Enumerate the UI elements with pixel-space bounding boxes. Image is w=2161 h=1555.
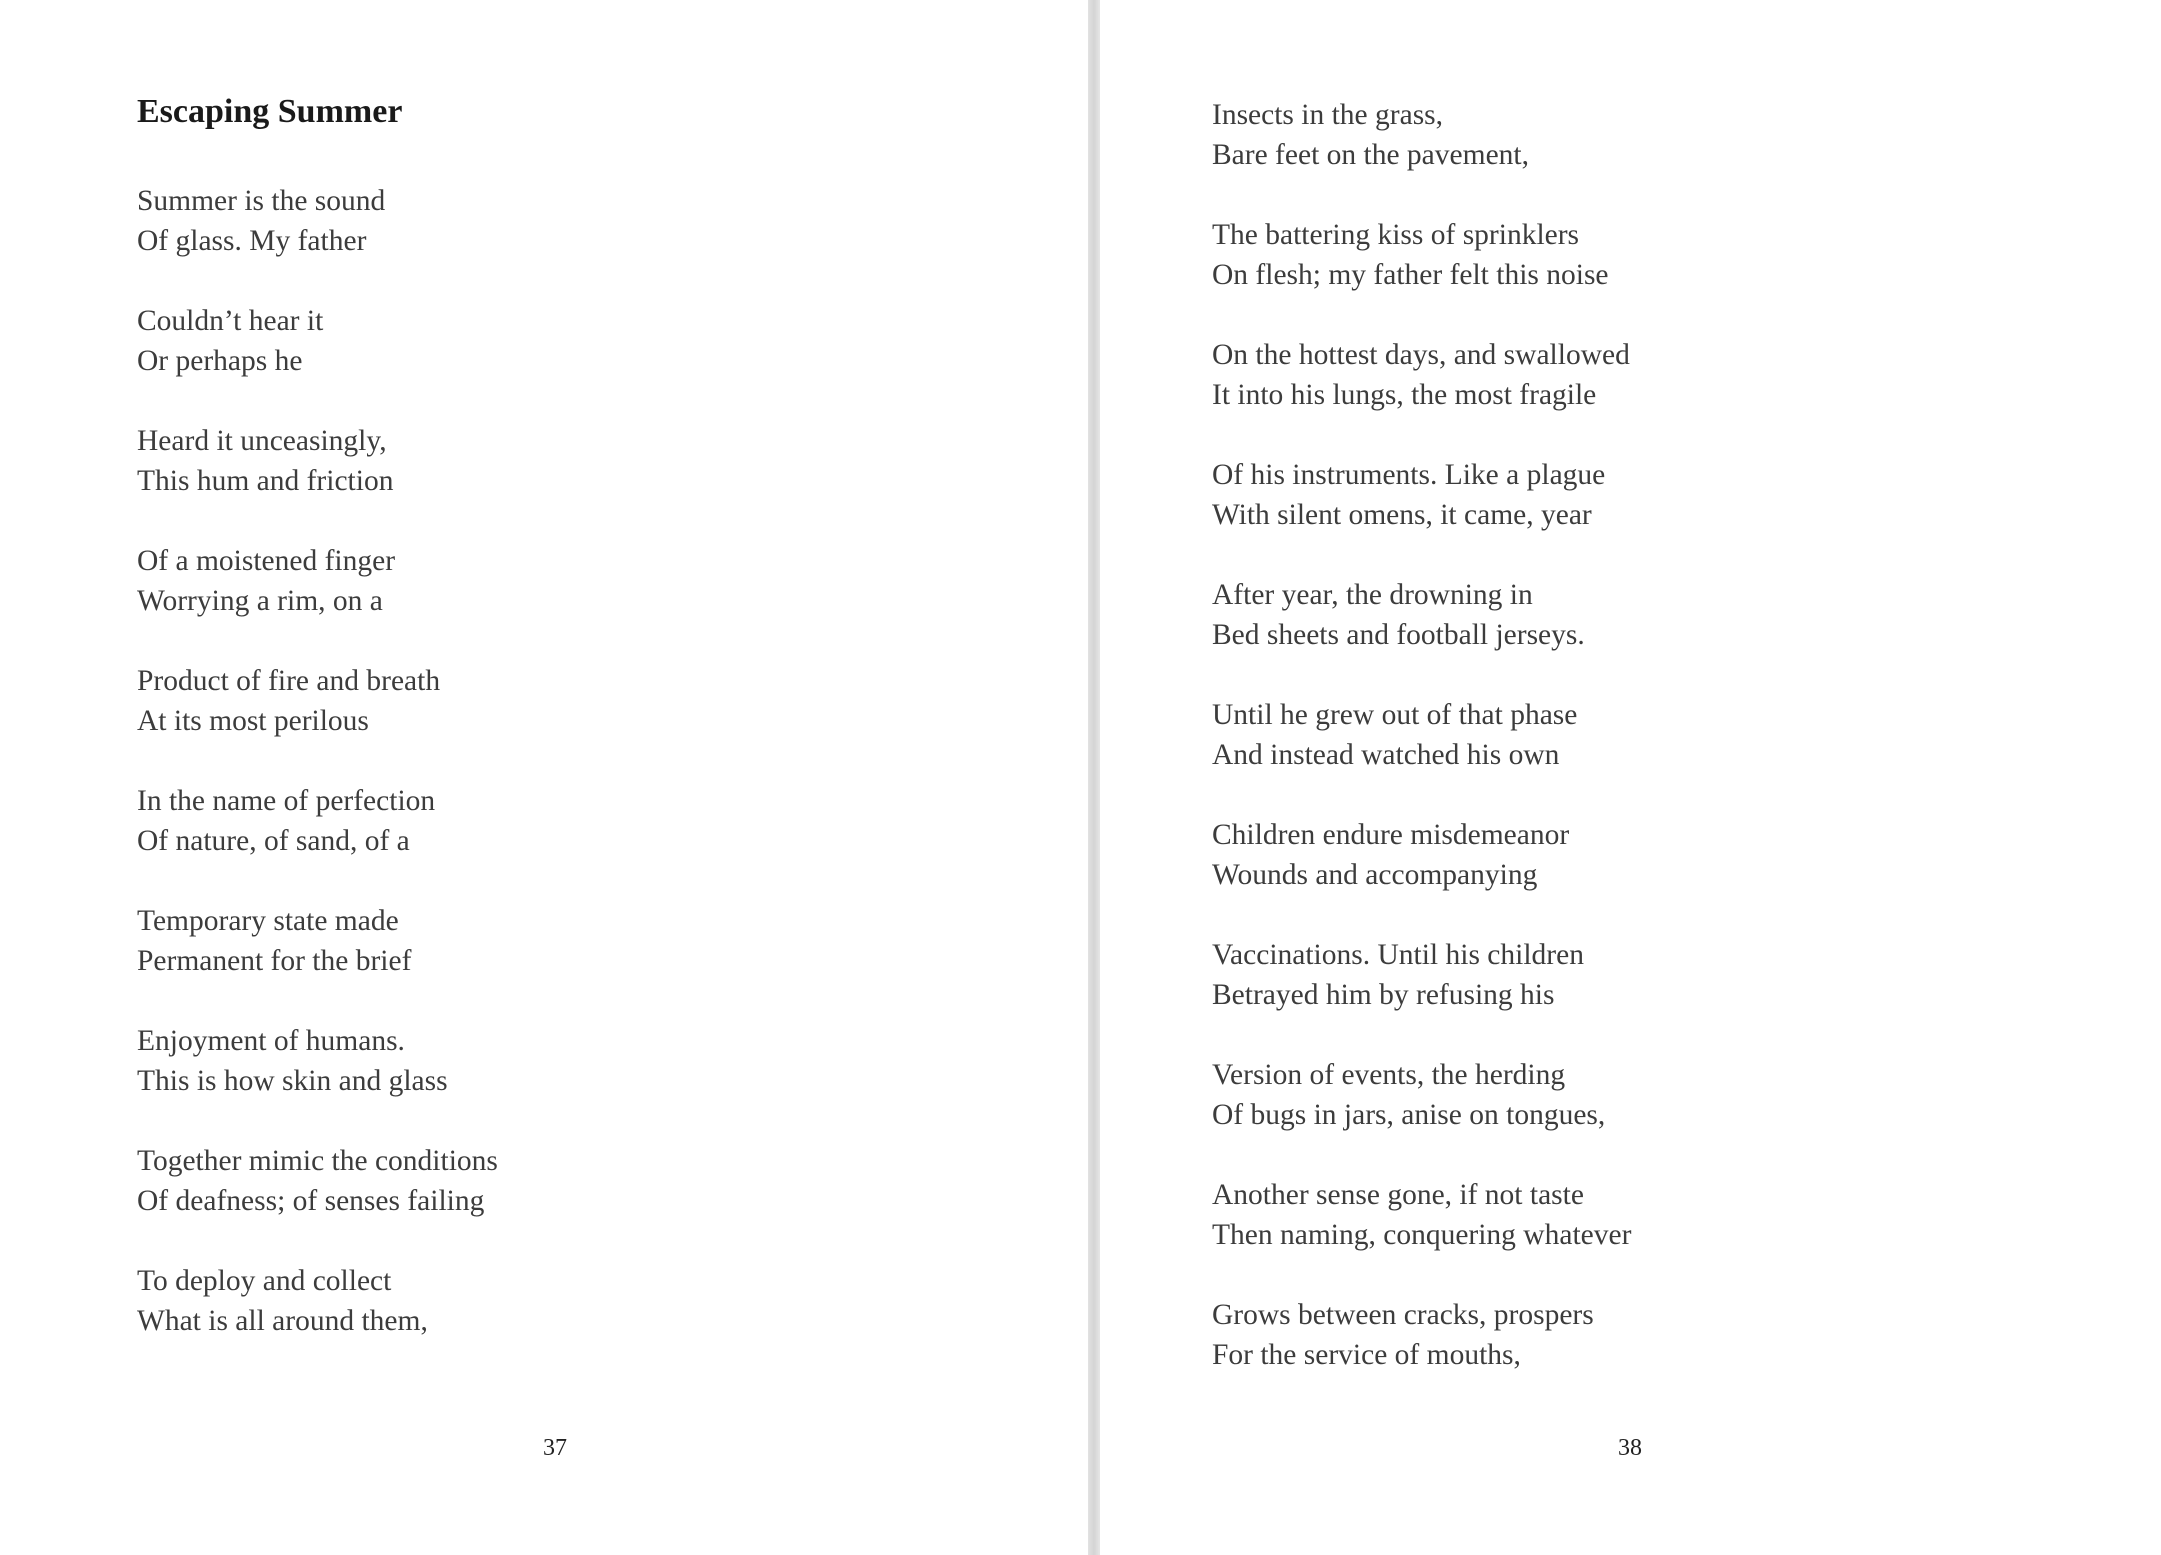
stanza <box>137 901 498 981</box>
stanza <box>1212 815 1631 895</box>
poem-title: Escaping Summer <box>137 93 403 130</box>
poem-line: Bare feet on the pavement, <box>1212 139 1529 171</box>
poem-line: After year, the drowning in <box>1212 579 1533 611</box>
poem-line: Vaccinations. Until his children <box>1212 939 1584 971</box>
book-gutter <box>1088 0 1100 1555</box>
stanza <box>137 301 498 381</box>
poem-line: Children endure misdemeanor <box>1212 819 1570 851</box>
right-page <box>1100 0 2161 1555</box>
stanza <box>1212 1295 1631 1375</box>
stanza <box>137 661 498 741</box>
poem-line: Version of events, the herding <box>1212 1059 1566 1091</box>
poem-line: On flesh; my father felt this noise <box>1212 259 1609 291</box>
poem-line: Couldn’t hear it <box>137 305 324 337</box>
poem-line: To deploy and collect <box>137 1265 392 1297</box>
poem-line: Product of fire and breath <box>137 665 441 697</box>
poem-line: Grows between cracks, prospers <box>1212 1299 1594 1331</box>
stanza <box>137 421 498 501</box>
right-poem-body <box>1212 95 1631 1415</box>
poem-line: Then naming, conquering whatever <box>1212 1219 1632 1251</box>
poem-line: Insects in the grass, <box>1212 99 1444 131</box>
stanza <box>137 541 498 621</box>
poem-line: Another sense gone, if not taste <box>1212 1179 1584 1211</box>
poem-line: In the name of perfection <box>137 785 436 817</box>
stanza <box>1212 575 1631 655</box>
poem-line: This hum and friction <box>137 465 394 497</box>
stanza <box>1212 335 1631 415</box>
poem-line: What is all around them, <box>137 1305 428 1337</box>
poem-line: The battering kiss of sprinklers <box>1212 219 1580 251</box>
stanza <box>137 1261 498 1341</box>
stanza <box>1212 95 1631 175</box>
poem-line: Of his instruments. Like a plague <box>1212 459 1606 491</box>
poem-line: Permanent for the brief <box>137 945 412 977</box>
poem-line: Wounds and accompanying <box>1212 859 1538 891</box>
stanza <box>1212 1055 1631 1135</box>
poem-line: Enjoyment of humans. <box>137 1025 405 1057</box>
stanza <box>1212 695 1631 775</box>
poem-line: Or perhaps he <box>137 345 303 377</box>
page-number-left: 37 <box>543 1435 567 1461</box>
poem-line: Betrayed him by refusing his <box>1212 979 1555 1011</box>
poem-line: Until he grew out of that phase <box>1212 699 1578 731</box>
poem-line: With silent omens, it came, year <box>1212 499 1592 531</box>
poem-line: Worrying a rim, on a <box>137 585 383 617</box>
stanza <box>1212 215 1631 295</box>
stanza <box>1212 1175 1631 1255</box>
page-number-right: 38 <box>1618 1435 1642 1461</box>
poem-line: It into his lungs, the most fragile <box>1212 379 1597 411</box>
stanza <box>1212 455 1631 535</box>
poem-line: Of nature, of sand, of a <box>137 825 410 857</box>
stanza <box>137 181 498 261</box>
poem-line: Of glass. My father <box>137 225 367 257</box>
poem-line: Together mimic the conditions <box>137 1145 498 1177</box>
poem-line: And instead watched his own <box>1212 739 1560 771</box>
stanza <box>1212 935 1631 1015</box>
poem-line: For the service of mouths, <box>1212 1339 1521 1371</box>
poem-line: On the hottest days, and swallowed <box>1212 339 1630 371</box>
poem-line: Heard it unceasingly, <box>137 425 387 457</box>
poem-line: Of a moistened finger <box>137 545 396 577</box>
stanza <box>137 1141 498 1221</box>
left-poem-body <box>137 181 498 1381</box>
poem-line: Of bugs in jars, anise on tongues, <box>1212 1099 1606 1131</box>
poem-line: Summer is the sound <box>137 185 386 217</box>
stanza <box>137 781 498 861</box>
poem-line: This is how skin and glass <box>137 1065 448 1097</box>
poem-line: Bed sheets and football jerseys. <box>1212 619 1585 651</box>
poem-line: Of deafness; of senses failing <box>137 1185 485 1217</box>
poem-line: At its most perilous <box>137 705 369 737</box>
stanza <box>137 1021 498 1101</box>
poem-line: Temporary state made <box>137 905 399 937</box>
